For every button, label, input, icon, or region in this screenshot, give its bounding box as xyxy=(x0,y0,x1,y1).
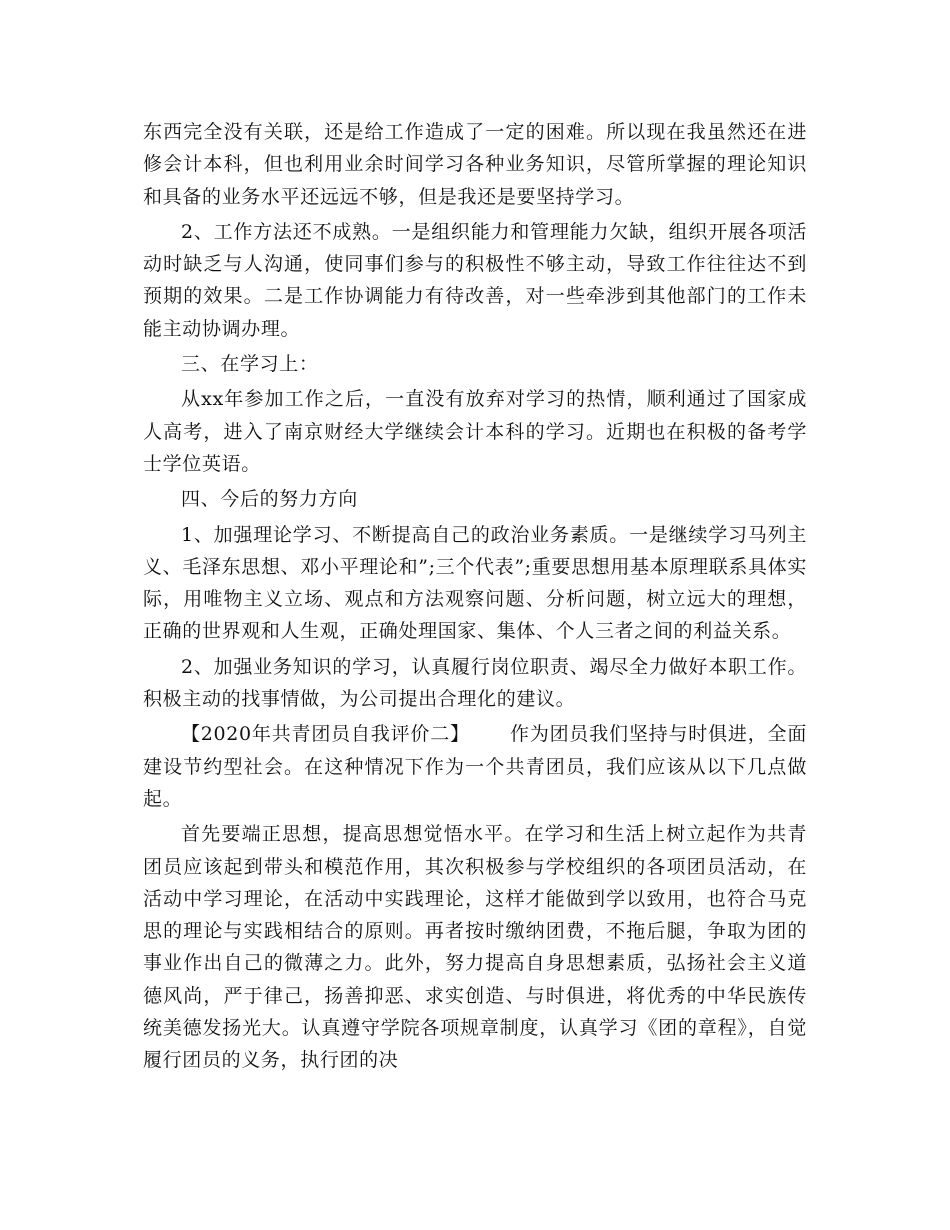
evaluation-two-heading: 【2020年共青团员自我评价二】 xyxy=(181,723,470,746)
paragraph-continuation: 东西完全没有关联，还是给工作造成了一定的困难。所以现在我虽然还在进修会计本科，但也利用业余时间学习各种业务知识，尽管所掌握的理论知识和具备的业务水平还远远不够，但是我还是要坚持学习。 xyxy=(143,121,807,208)
paragraph-thought: 首先要端正思想，提高思想觉悟水平。在学习和生活上树立起作为共青团员应该起到带头和模范作用，其次积极参与学校组织的各项团员活动，在活动中学习理论，在活动中实践理论，这样才能做到学以致用，也符合马克思的理论与实践相结合的原则。再者按时缴纳团费，不拖后腿，争取为团的事业作出自己的微薄之力。此外，努力提高自身思想素质，弘扬社会主义道德风尚，严于律己，扬善抑恶、求实创造、与时俱进，将优秀的中华民族传统美德发扬光大。认真遵守学院各项规章制度，认真学习《团的章程》，自觉履行团员的义务，执行团的决 xyxy=(143,823,807,1072)
section-heading-study: 三、在学习上： xyxy=(181,353,319,376)
section-heading-future: 四、今后的努力方向 xyxy=(181,488,358,511)
paragraph-theory-study: 1、加强理论学习、不断提高自己的政治业务素质。一是继续学习马列主义、毛泽东思想、邓小平理论和”;三个代表”;重要思想用基本原理联系具体实际，用唯物主义立场、观点和方法观察问题、分析问题，树立远大的理想，正确的世界观和人生观，正确处理国家、集体、个人三者之间的利益关系。 xyxy=(143,523,807,643)
paragraph-evaluation-two xyxy=(143,718,807,815)
paragraph-business-knowledge: 2、加强业务知识的学习，认真履行岗位职责、竭尽全力做好本职工作。积极主动的找事情做，为公司提出合理化的建议。 xyxy=(143,655,807,711)
evaluation-two-text: 作为团员我们坚持与时俱进，全面建设节约型社会。在这种情况下作为一个共青团员，我们应该从以下几点做起。 xyxy=(143,723,807,810)
paragraph-work-method: 2、工作方法还不成熟。一是组织能力和管理能力欠缺，组织开展各项活动时缺乏与人沟通，使同事们参与的积极性不够主动，导致工作往往达不到预期的效果。二是工作协调能力有待改善，对一些牵涉到其他部门的工作未能主动协调办理。 xyxy=(143,220,807,340)
paragraph-study: 从xx年参加工作之后，一直没有放弃对学习的热情，顺利通过了国家成人高考，进入了南京财经大学继续会计本科的学习。近期也在积极的备考学士学位英语。 xyxy=(143,388,807,475)
